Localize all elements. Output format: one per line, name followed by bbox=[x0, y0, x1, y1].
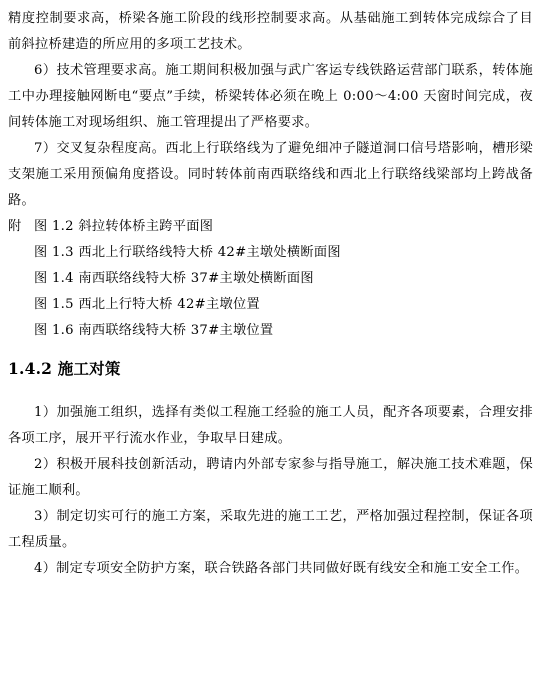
paragraph-countermeasure-4: 4）制定专项安全防护方案，联合铁路各部门共同做好既有线安全和施工安全工作。 bbox=[34, 561, 529, 576]
paragraph-precision-control: 精度控制要求高，桥梁各施工阶段的线形控制要求高。从基础施工到转体完成综合了目前斜拉桥建造的所应用的多项工艺技术。 bbox=[8, 11, 533, 52]
attachment-list bbox=[8, 214, 533, 344]
attachment-row bbox=[8, 292, 533, 318]
attachment-item: 图 1.6 南西联络线特大桥 37#主墩位置 bbox=[34, 323, 274, 338]
paragraph-technical-management: 6）技术管理要求高。施工期间积极加强与武广客运专线铁路运营部门联系，转体施工中办理接触网断电“要点”手续，桥梁转体必须在晚上 0:00～4:00 天窗时间完成，夜间转体施工对现场组织、施工管理提出了严格要求。 bbox=[8, 63, 533, 130]
attachment-label: 附 bbox=[8, 219, 22, 234]
attachment-row bbox=[8, 240, 533, 266]
attachment-row bbox=[8, 266, 533, 292]
attachment-item: 图 1.2 斜拉转体桥主跨平面图 bbox=[34, 219, 214, 234]
paragraph-countermeasure-3: 3）制定切实可行的施工方案，采取先进的施工工艺，严格加强过程控制，保证各项工程质量。 bbox=[8, 509, 533, 550]
paragraph-countermeasure-1: 1）加强施工组织，选择有类似工程施工经验的施工人员，配齐各项要素，合理安排各项工序，展开平行流水作业，争取早日建成。 bbox=[8, 405, 533, 446]
attachment-item: 图 1.5 西北上行特大桥 42#主墩位置 bbox=[34, 297, 260, 312]
attachment-row bbox=[8, 318, 533, 344]
attachment-row-first bbox=[8, 214, 533, 240]
attachment-item: 图 1.3 西北上行联络线特大桥 42#主墩处横断面图 bbox=[34, 245, 341, 260]
section-heading: 1.4.2 施工对策 bbox=[8, 359, 121, 378]
paragraph-countermeasure-2: 2）积极开展科技创新活动，聘请内外部专家参与指导施工，解决施工技术难题，保证施工顺利。 bbox=[8, 457, 533, 498]
paragraph-cross-complexity: 7）交叉复杂程度高。西北上行联络线为了避免细冲子隧道洞口信号塔影响，槽形梁支架施工采用预偏角度搭设。同时转体前南西联络线和西北上行联络线梁部均上跨战备路。 bbox=[8, 141, 533, 208]
attachment-item: 图 1.4 南西联络线特大桥 37#主墩处横断面图 bbox=[34, 271, 314, 286]
